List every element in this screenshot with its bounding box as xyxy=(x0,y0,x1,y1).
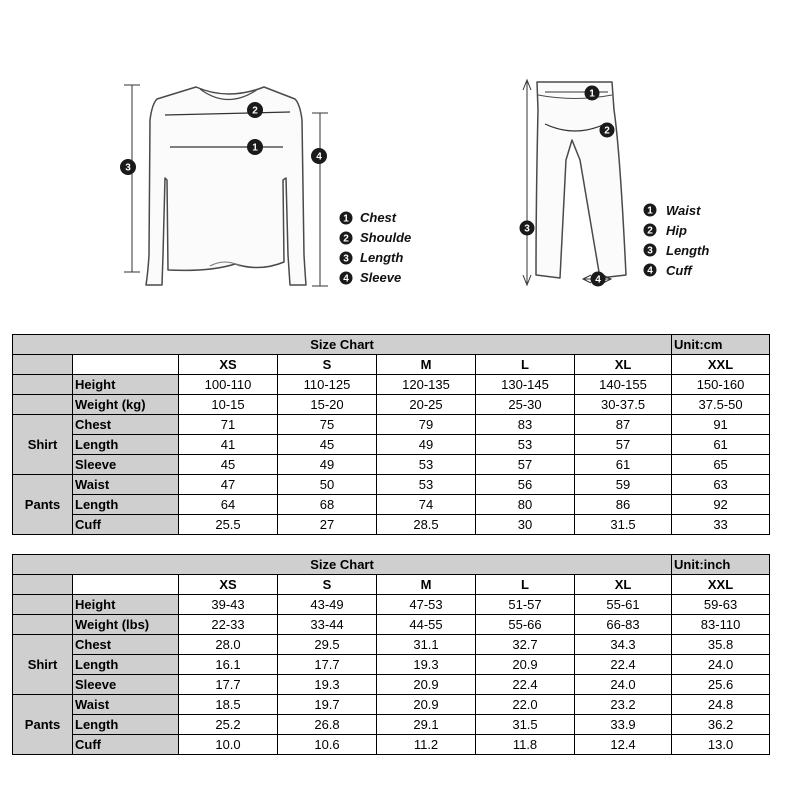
table-row xyxy=(13,695,770,715)
unit-label: Unit:cm xyxy=(672,335,770,355)
table-cell: 66-83 xyxy=(575,615,672,635)
table-cell: 17.7 xyxy=(278,655,377,675)
size-header: XXL xyxy=(672,575,770,595)
table-cell: 150-160 xyxy=(672,375,770,395)
table-row xyxy=(13,595,770,615)
table-cell: 29.1 xyxy=(377,715,476,735)
table-cell: 28.0 xyxy=(179,635,278,655)
table-cell: 79 xyxy=(377,415,476,435)
table-cell: 57 xyxy=(575,435,672,455)
table-cell: 32.7 xyxy=(476,635,575,655)
number-badge xyxy=(585,86,600,101)
group-label: Shirt xyxy=(13,635,73,695)
svg-text:3: 3 xyxy=(647,245,653,257)
legend-item xyxy=(644,263,694,278)
pants-diagram xyxy=(520,80,627,287)
table-row xyxy=(13,675,770,695)
table-cell: 33.9 xyxy=(575,715,672,735)
number-badge xyxy=(520,221,535,236)
table-cell: 11.8 xyxy=(476,735,575,755)
table-cell: 120-135 xyxy=(377,375,476,395)
header-row xyxy=(13,355,770,375)
table-cell: 35.8 xyxy=(672,635,770,655)
legend-item xyxy=(644,223,688,238)
legend-item xyxy=(340,270,402,285)
table-cell: 33-44 xyxy=(278,615,377,635)
table-cell: 20.9 xyxy=(476,655,575,675)
table-cell: 20.9 xyxy=(377,695,476,715)
number-badge xyxy=(591,272,606,287)
table-cell: 86 xyxy=(575,495,672,515)
table-cell: 19.3 xyxy=(278,675,377,695)
table-row xyxy=(13,495,770,515)
table-cell: 36.2 xyxy=(672,715,770,735)
chart-title: Size Chart xyxy=(13,335,672,355)
svg-text:Waist: Waist xyxy=(666,203,701,218)
table-cell: 47 xyxy=(179,475,278,495)
size-header: XS xyxy=(179,355,278,375)
table-cell: 10-15 xyxy=(179,395,278,415)
table-cell: 71 xyxy=(179,415,278,435)
svg-text:Length: Length xyxy=(666,243,710,258)
row-label: Length xyxy=(73,655,179,675)
table-row xyxy=(13,655,770,675)
size-chart-inch xyxy=(12,554,770,755)
table-row xyxy=(13,735,770,755)
table-cell: 18.5 xyxy=(179,695,278,715)
table-cell: 43-49 xyxy=(278,595,377,615)
table-cell: 31.5 xyxy=(476,715,575,735)
svg-text:Length: Length xyxy=(360,250,404,265)
size-header: L xyxy=(476,355,575,375)
row-label: Height xyxy=(73,595,179,615)
title-row xyxy=(13,335,770,355)
legend-item xyxy=(340,230,412,245)
row-label: Length xyxy=(73,435,179,455)
svg-text:2: 2 xyxy=(343,233,349,245)
size-chart-cm xyxy=(12,334,770,535)
table-cell: 59-63 xyxy=(672,595,770,615)
table-row xyxy=(13,435,770,455)
table-cell: 10.6 xyxy=(278,735,377,755)
table-cell: 64 xyxy=(179,495,278,515)
group-label: Pants xyxy=(13,475,73,535)
table-cell: 75 xyxy=(278,415,377,435)
row-label: Length xyxy=(73,715,179,735)
svg-text:3: 3 xyxy=(524,223,530,235)
table-cell: 45 xyxy=(179,455,278,475)
table-cell: 50 xyxy=(278,475,377,495)
table-cell: 23.2 xyxy=(575,695,672,715)
svg-text:4: 4 xyxy=(343,273,349,285)
size-header: XXL xyxy=(672,355,770,375)
svg-text:4: 4 xyxy=(595,274,601,286)
shirt-legend xyxy=(340,210,412,285)
table-row xyxy=(13,415,770,435)
table-cell: 65 xyxy=(672,455,770,475)
svg-text:Hip: Hip xyxy=(666,223,687,238)
table-cell: 51-57 xyxy=(476,595,575,615)
table-cell: 30 xyxy=(476,515,575,535)
table-cell: 25.5 xyxy=(179,515,278,535)
table-cell: 34.3 xyxy=(575,635,672,655)
table-cell: 80 xyxy=(476,495,575,515)
row-label: Weight (lbs) xyxy=(73,615,179,635)
table-cell: 100-110 xyxy=(179,375,278,395)
legend-item xyxy=(644,203,702,218)
table-cell: 53 xyxy=(476,435,575,455)
group-label: Pants xyxy=(13,695,73,755)
table-cell: 45 xyxy=(278,435,377,455)
size-header: M xyxy=(377,355,476,375)
table-cell: 140-155 xyxy=(575,375,672,395)
table-row xyxy=(13,715,770,735)
table-cell: 25.2 xyxy=(179,715,278,735)
table-cell: 63 xyxy=(672,475,770,495)
svg-text:4: 4 xyxy=(316,151,322,163)
table-cell: 20.9 xyxy=(377,675,476,695)
table-cell: 19.7 xyxy=(278,695,377,715)
table-cell: 16.1 xyxy=(179,655,278,675)
table-cell: 91 xyxy=(672,415,770,435)
table-cell: 17.7 xyxy=(179,675,278,695)
shirt-diagram xyxy=(120,85,328,286)
table-cell: 24.0 xyxy=(575,675,672,695)
number-badge xyxy=(600,123,615,138)
table-row xyxy=(13,375,770,395)
svg-text:2: 2 xyxy=(647,225,653,237)
table-cell: 110-125 xyxy=(278,375,377,395)
table-cell: 53 xyxy=(377,475,476,495)
svg-text:3: 3 xyxy=(125,162,131,174)
table-cell: 15-20 xyxy=(278,395,377,415)
size-header: XS xyxy=(179,575,278,595)
table-cell: 22.0 xyxy=(476,695,575,715)
row-label: Length xyxy=(73,495,179,515)
table-cell: 24.0 xyxy=(672,655,770,675)
table-cell: 29.5 xyxy=(278,635,377,655)
table-cell: 53 xyxy=(377,455,476,475)
svg-text:3: 3 xyxy=(343,253,349,265)
svg-text:1: 1 xyxy=(252,142,258,154)
chart-title: Size Chart xyxy=(13,555,672,575)
svg-text:4: 4 xyxy=(647,265,653,277)
table-row xyxy=(13,635,770,655)
size-header: S xyxy=(278,575,377,595)
table-row xyxy=(13,515,770,535)
row-label: Weight (kg) xyxy=(73,395,179,415)
row-label: Waist xyxy=(73,695,179,715)
table-cell: 55-61 xyxy=(575,595,672,615)
table-cell: 19.3 xyxy=(377,655,476,675)
table-cell: 37.5-50 xyxy=(672,395,770,415)
row-label: Cuff xyxy=(73,735,179,755)
title-row xyxy=(13,555,770,575)
size-header: M xyxy=(377,575,476,595)
row-label: Waist xyxy=(73,475,179,495)
table-cell: 20-25 xyxy=(377,395,476,415)
unit-label: Unit:inch xyxy=(672,555,770,575)
table-cell: 26.8 xyxy=(278,715,377,735)
table-cell: 68 xyxy=(278,495,377,515)
row-label: Cuff xyxy=(73,515,179,535)
row-label: Chest xyxy=(73,635,179,655)
size-header: L xyxy=(476,575,575,595)
svg-text:1: 1 xyxy=(343,213,349,225)
svg-text:Sleeve: Sleeve xyxy=(360,270,402,285)
table-row xyxy=(13,455,770,475)
table-cell: 12.4 xyxy=(575,735,672,755)
table-cell: 92 xyxy=(672,495,770,515)
table-cell: 33 xyxy=(672,515,770,535)
table-cell: 25-30 xyxy=(476,395,575,415)
number-badge xyxy=(247,139,263,155)
table-cell: 22.4 xyxy=(575,655,672,675)
number-badge xyxy=(120,159,136,175)
pants-outline xyxy=(536,82,626,278)
table-cell: 57 xyxy=(476,455,575,475)
legend-item xyxy=(340,210,397,225)
svg-text:1: 1 xyxy=(647,205,653,217)
shirt-outline xyxy=(146,87,306,285)
table-cell: 30-37.5 xyxy=(575,395,672,415)
table-cell: 83-110 xyxy=(672,615,770,635)
table-cell: 59 xyxy=(575,475,672,495)
table-cell: 49 xyxy=(377,435,476,455)
svg-text:Cuff: Cuff xyxy=(666,263,692,278)
svg-text:Chest: Chest xyxy=(360,210,397,225)
measurement-diagrams xyxy=(0,0,800,320)
table-cell: 13.0 xyxy=(672,735,770,755)
table-cell: 10.0 xyxy=(179,735,278,755)
row-label: Sleeve xyxy=(73,675,179,695)
table-cell: 44-55 xyxy=(377,615,476,635)
table-cell: 22-33 xyxy=(179,615,278,635)
table-cell: 87 xyxy=(575,415,672,435)
table-row xyxy=(13,615,770,635)
row-label: Height xyxy=(73,375,179,395)
table-cell: 25.6 xyxy=(672,675,770,695)
table-cell: 27 xyxy=(278,515,377,535)
legend-item xyxy=(644,243,710,258)
table-cell: 74 xyxy=(377,495,476,515)
size-header: XL xyxy=(575,575,672,595)
table-cell: 31.1 xyxy=(377,635,476,655)
pants-legend xyxy=(644,203,710,278)
row-label: Chest xyxy=(73,415,179,435)
table-cell: 24.8 xyxy=(672,695,770,715)
table-cell: 130-145 xyxy=(476,375,575,395)
table-cell: 83 xyxy=(476,415,575,435)
table-cell: 55-66 xyxy=(476,615,575,635)
table-cell: 56 xyxy=(476,475,575,495)
svg-text:Shoulde: Shoulde xyxy=(360,230,412,245)
table-row xyxy=(13,395,770,415)
svg-text:1: 1 xyxy=(589,88,595,100)
row-label: Sleeve xyxy=(73,455,179,475)
table-cell: 31.5 xyxy=(575,515,672,535)
size-header: XL xyxy=(575,355,672,375)
svg-text:2: 2 xyxy=(604,125,610,137)
group-label: Shirt xyxy=(13,415,73,475)
table-cell: 22.4 xyxy=(476,675,575,695)
table-cell: 11.2 xyxy=(377,735,476,755)
table-cell: 49 xyxy=(278,455,377,475)
table-cell: 47-53 xyxy=(377,595,476,615)
table-cell: 61 xyxy=(575,455,672,475)
table-row xyxy=(13,475,770,495)
table-cell: 28.5 xyxy=(377,515,476,535)
legend-item xyxy=(340,250,404,265)
table-cell: 39-43 xyxy=(179,595,278,615)
header-row xyxy=(13,575,770,595)
svg-text:2: 2 xyxy=(252,105,258,117)
size-header: S xyxy=(278,355,377,375)
table-cell: 41 xyxy=(179,435,278,455)
number-badge xyxy=(311,148,327,164)
number-badge xyxy=(247,102,263,118)
table-cell: 61 xyxy=(672,435,770,455)
